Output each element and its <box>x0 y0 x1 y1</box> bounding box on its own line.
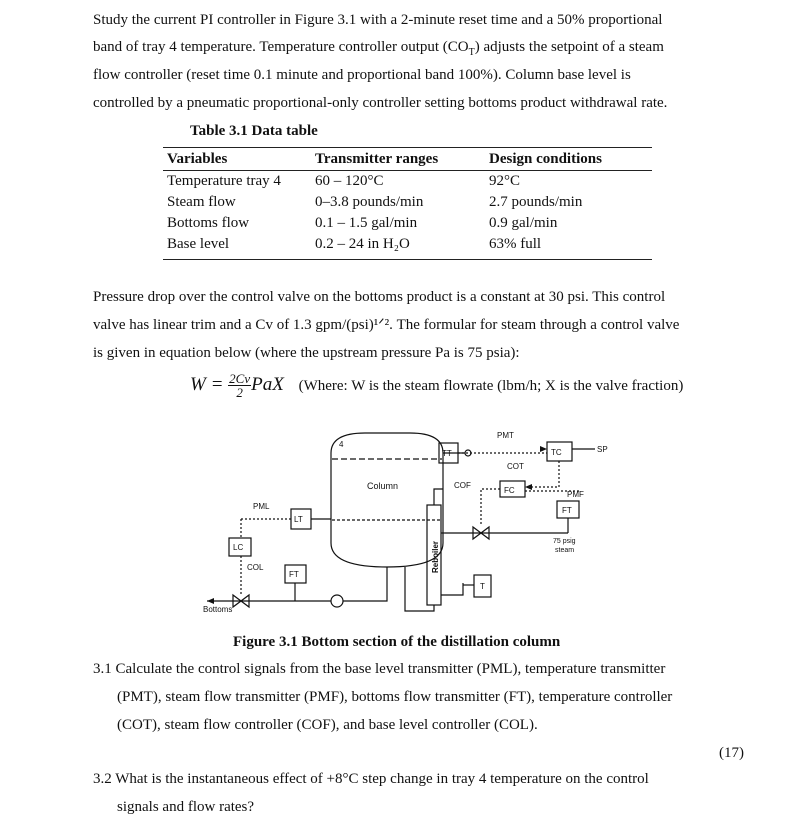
table-cell: 92°C <box>489 172 521 189</box>
bottoms-arrow <box>207 598 214 604</box>
sp-arrow <box>540 446 547 452</box>
question-1-marks: (17) <box>719 745 744 761</box>
table-header-row <box>163 148 652 171</box>
label-tray: 4 <box>339 440 344 449</box>
question-1-line-1: 3.1 Calculate the control signals from the base level transmitter (PML), temperature transmitter <box>93 661 666 677</box>
table-cell: Temperature tray 4 <box>167 172 281 189</box>
table-cell: 2.7 pounds/min <box>489 193 583 210</box>
table-cell: 60 – 120°C <box>315 172 384 189</box>
label-lt: LT <box>294 515 303 524</box>
label-bottoms: Bottoms <box>203 605 233 614</box>
table-cell: Base level <box>163 234 311 260</box>
pressure-line-3: is given in equation below (where the upstream pressure Pa is 75 psia): <box>93 345 520 361</box>
distillation-column-diagram <box>195 425 625 620</box>
table-header-cell: Design conditions <box>485 148 652 171</box>
label-column: Column <box>367 481 399 491</box>
pressure-line-2: valve has linear trim and a Cv of 1.3 gpm/(psi)¹ᐟ². The formular for steam through a control valve <box>93 317 680 333</box>
figure-caption: Figure 3.1 Bottom section of the distillation column <box>233 634 561 650</box>
equation-numerator: 2Cv <box>229 371 251 386</box>
label-fc: FC <box>504 486 515 495</box>
label-ft-bottoms: FT <box>289 570 299 579</box>
equation-lhs: W = <box>190 373 224 395</box>
label-cof: COF <box>454 481 471 490</box>
intro-line-2-text: band of tray 4 temperature. Temperature controller output (CO <box>93 39 469 55</box>
equation-rhs: PaX <box>251 373 284 395</box>
table-cell: 63% full <box>485 234 652 260</box>
question-1-line-3: (COT), steam flow controller (COF), and base level controller (COL). <box>117 717 538 733</box>
label-pmf: PMF <box>567 490 584 499</box>
table-row <box>163 171 652 193</box>
table-cell: 0–3.8 pounds/min <box>315 193 424 210</box>
table-cell: 0.2 – 24 in H₂O <box>311 234 485 260</box>
question-2-line-1: 3.2 What is the instantaneous effect of +8°C step change in tray 4 temperature on the control <box>93 771 649 787</box>
steam-equation <box>190 372 683 399</box>
intro-line-1: Study the current PI controller in Figure 3.1 with a 2-minute reset time and a 50% proportional <box>93 12 663 28</box>
label-pmt: PMT <box>497 431 514 440</box>
table-header-cell: Variables <box>163 148 311 171</box>
column-shell <box>331 433 443 567</box>
bottoms-pump <box>331 595 343 607</box>
label-pml: PML <box>253 502 270 511</box>
question-2-line-2: signals and flow rates? <box>117 799 255 815</box>
label-steam-1: 75 psig <box>553 538 576 545</box>
intro-line-2-end: ) adjusts the setpoint of a steam <box>474 39 664 55</box>
intro-line-4: controlled by a pneumatic proportional-only controller setting bottoms product withdrawal rate. <box>93 95 668 111</box>
label-col: COL <box>247 563 264 572</box>
equation-note: (Where: W is the steam flowrate (lbm/h; X is the valve fraction) <box>298 377 684 394</box>
equation-fraction <box>228 372 251 399</box>
question-1-line-2: (PMT), steam flow transmitter (PMF), bottoms flow transmitter (FT), temperature controller <box>117 689 673 705</box>
intro-line-2 <box>93 40 664 60</box>
cot-arrow <box>525 484 532 490</box>
table-row <box>163 213 652 234</box>
label-lc: LC <box>233 543 244 552</box>
table-header-cell: Transmitter ranges <box>311 148 485 171</box>
label-reboiler: Reboiler <box>431 540 440 573</box>
cot-signal-line <box>525 461 559 487</box>
table-row <box>163 234 652 260</box>
intro-line-2-sub: T <box>468 47 475 58</box>
label-trap: T <box>480 582 485 591</box>
label-sp: SP <box>597 445 608 454</box>
label-tc: TC <box>551 448 562 457</box>
label-cot: COT <box>507 462 524 471</box>
label-ft-steam: FT <box>562 506 572 515</box>
equation-denominator: 2 <box>236 385 243 400</box>
intro-line-3: flow controller (reset time 0.1 minute and proportional band 100%). Column base level is <box>93 67 631 83</box>
table-cell: 0.1 – 1.5 gal/min <box>315 214 418 231</box>
label-tt: TT <box>442 449 452 458</box>
table-caption: Table 3.1 Data table <box>190 123 318 139</box>
reboiler-vapor-return <box>434 489 443 505</box>
cof-signal-line <box>481 489 500 525</box>
table-cell: 0.9 gal/min <box>489 214 558 231</box>
bottoms-outlet-line <box>343 567 387 601</box>
label-steam-2: steam <box>555 547 575 554</box>
condensate-line <box>441 583 463 595</box>
data-table <box>163 147 652 260</box>
pressure-line-1: Pressure drop over the control valve on the bottoms product is a constant at 30 psi. This control <box>93 289 666 305</box>
table-cell: Steam flow <box>167 193 236 210</box>
table-row <box>163 192 652 213</box>
table-cell: Bottoms flow <box>167 214 250 231</box>
